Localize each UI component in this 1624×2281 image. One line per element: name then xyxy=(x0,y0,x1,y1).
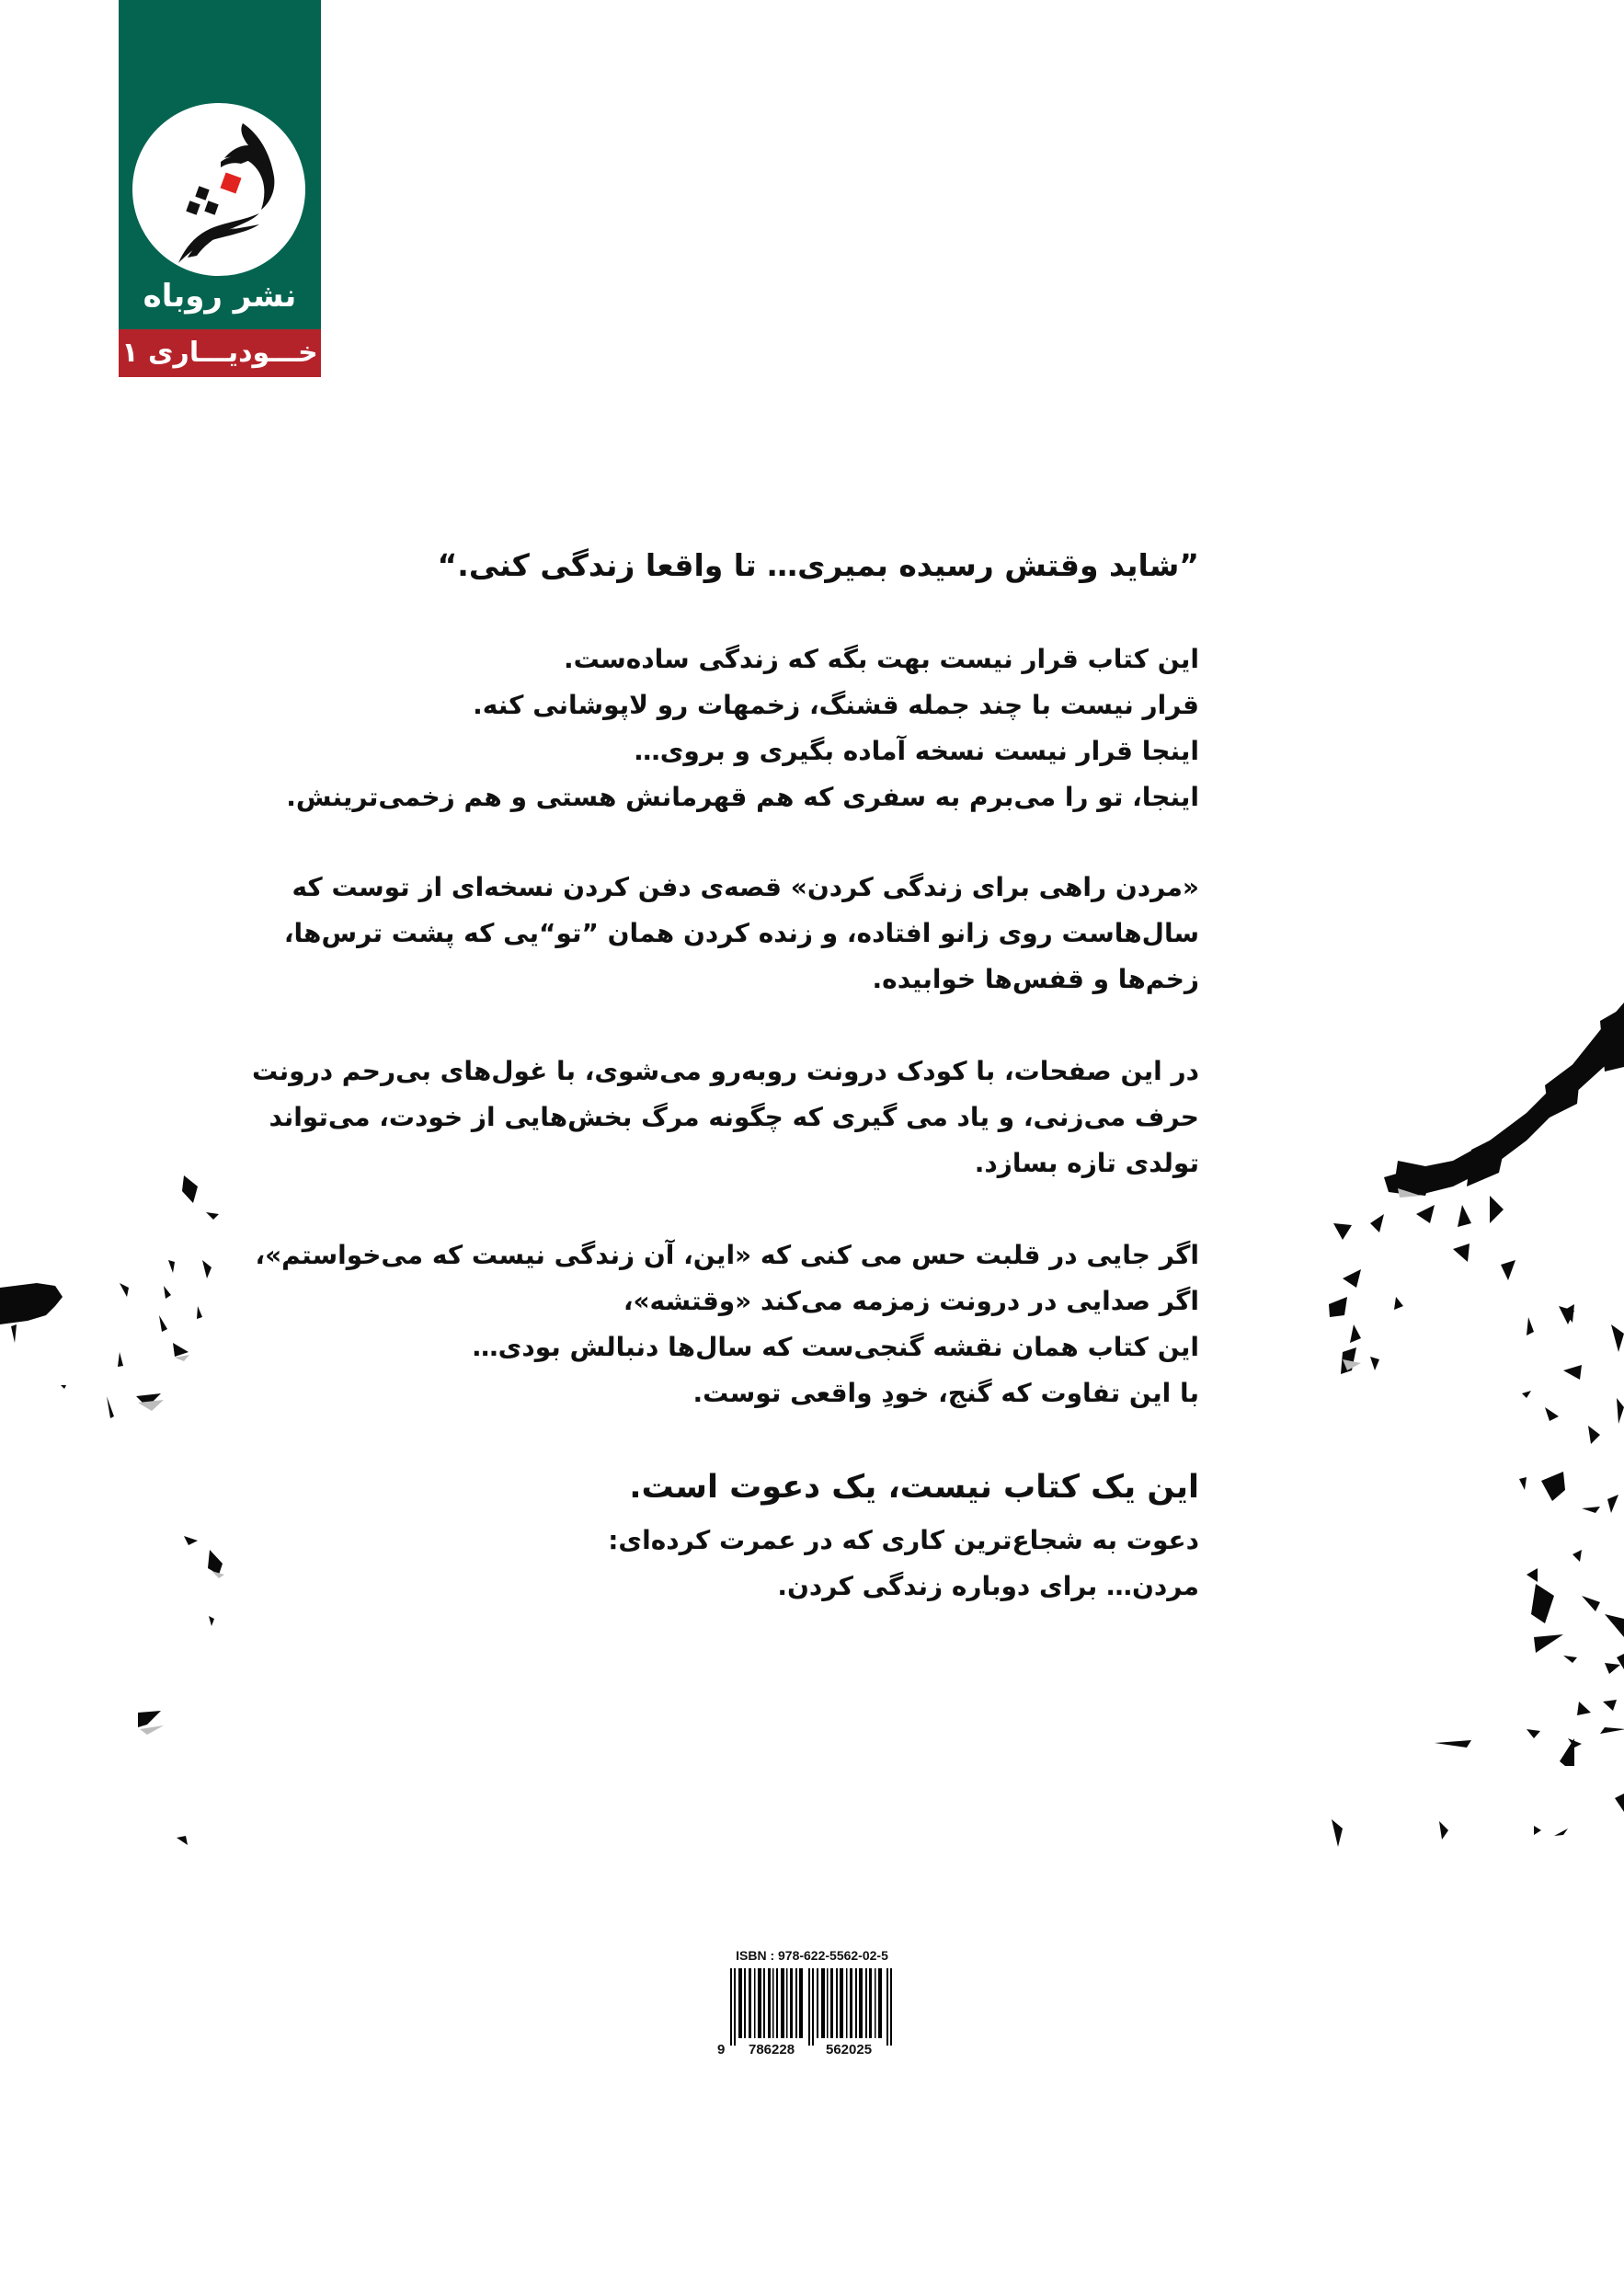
isbn-label: ISBN : 978-622-5562-02-5 xyxy=(736,1948,888,1963)
paragraph-invitation xyxy=(353,1518,1199,1610)
paragraph-line: مردن… برای دوباره زندگی کردن. xyxy=(777,1571,1199,1601)
paragraph-description xyxy=(283,865,1199,1003)
paragraph-line: زخم‌ها و قفس‌ها خوابیده. xyxy=(872,964,1199,994)
paragraph-line: دعوت به شجاع‌ترین کاری که در عمرت کرده‌ای: xyxy=(608,1525,1199,1555)
paragraph-line: «مردن راهی برای زندگی کردن» قصه‌ی دفن کردن نسخه‌ای از توست که xyxy=(292,872,1199,902)
fox-shin-logo-icon xyxy=(132,103,305,276)
barcode-digit-first: 9 xyxy=(717,2042,726,2057)
paragraph-line: تولدی تازه بسازد. xyxy=(974,1148,1199,1178)
barcode-digits-right: 562025 xyxy=(826,2042,873,2057)
headline-invitation: این یک کتاب نیست، یک دعوت است. xyxy=(629,1469,1199,1506)
paragraph-line: اینجا قرار نیست نسخه آماده بگیری و بروی… xyxy=(634,736,1199,766)
series-label: خـــودیـــاری ۱ xyxy=(119,329,321,377)
paragraph-line: در این صفحات، با کودک درونت روبه‌رو می‌شوی، با غول‌های بی‌رحم درونت xyxy=(252,1056,1199,1086)
paragraph-line: سال‌هاست روی زانو افتاده، و زنده کردن همان ”تو“یی که پشت ترس‌ها، xyxy=(283,918,1199,948)
barcode-digits-left: 786228 xyxy=(749,2042,795,2057)
cover-quote: ”شاید وقتش رسیده بمیری… تا واقعا زندگی کنی.“ xyxy=(437,547,1199,583)
paragraph-line: قرار نیست با چند جمله قشنگ، زخمهات رو لاپوشانی کنه. xyxy=(473,690,1199,720)
paragraph-line: این کتاب قرار نیست بهت بگه که زندگی ساده‌ست. xyxy=(563,644,1199,674)
paragraph-intro xyxy=(286,636,1199,820)
paragraph-line: اینجا، تو را می‌برم به سفری که هم قهرمانش هستی و هم زخمی‌ترینش. xyxy=(286,782,1199,812)
paragraph-line: اگر جایی در قلبت حس می کنی که «این، آن زندگی نیست که می‌خواستم»، xyxy=(255,1240,1199,1270)
banner-green-panel xyxy=(119,0,321,329)
paragraph-line: با این تفاوت که گنج، خودِ واقعی توست. xyxy=(692,1378,1199,1408)
paragraph-line: اگر صدایی در درونت زمزمه می‌کند «وقتشه»، xyxy=(623,1286,1199,1316)
publisher-banner xyxy=(119,0,321,377)
publisher-name: نشر روباه xyxy=(143,278,297,315)
paragraph-line: حرف می‌زنی، و یاد می گیری که چگونه مرگ بخش‌هایی از خودت، می‌تواند xyxy=(269,1102,1199,1132)
paragraph-line: این کتاب همان نقشه گنجی‌ست که سال‌ها دنبالش بودی… xyxy=(472,1332,1199,1362)
barcode-icon xyxy=(725,1968,899,2046)
paragraph-treasure-map xyxy=(255,1232,1199,1416)
paragraph-inner-journey xyxy=(252,1049,1199,1186)
